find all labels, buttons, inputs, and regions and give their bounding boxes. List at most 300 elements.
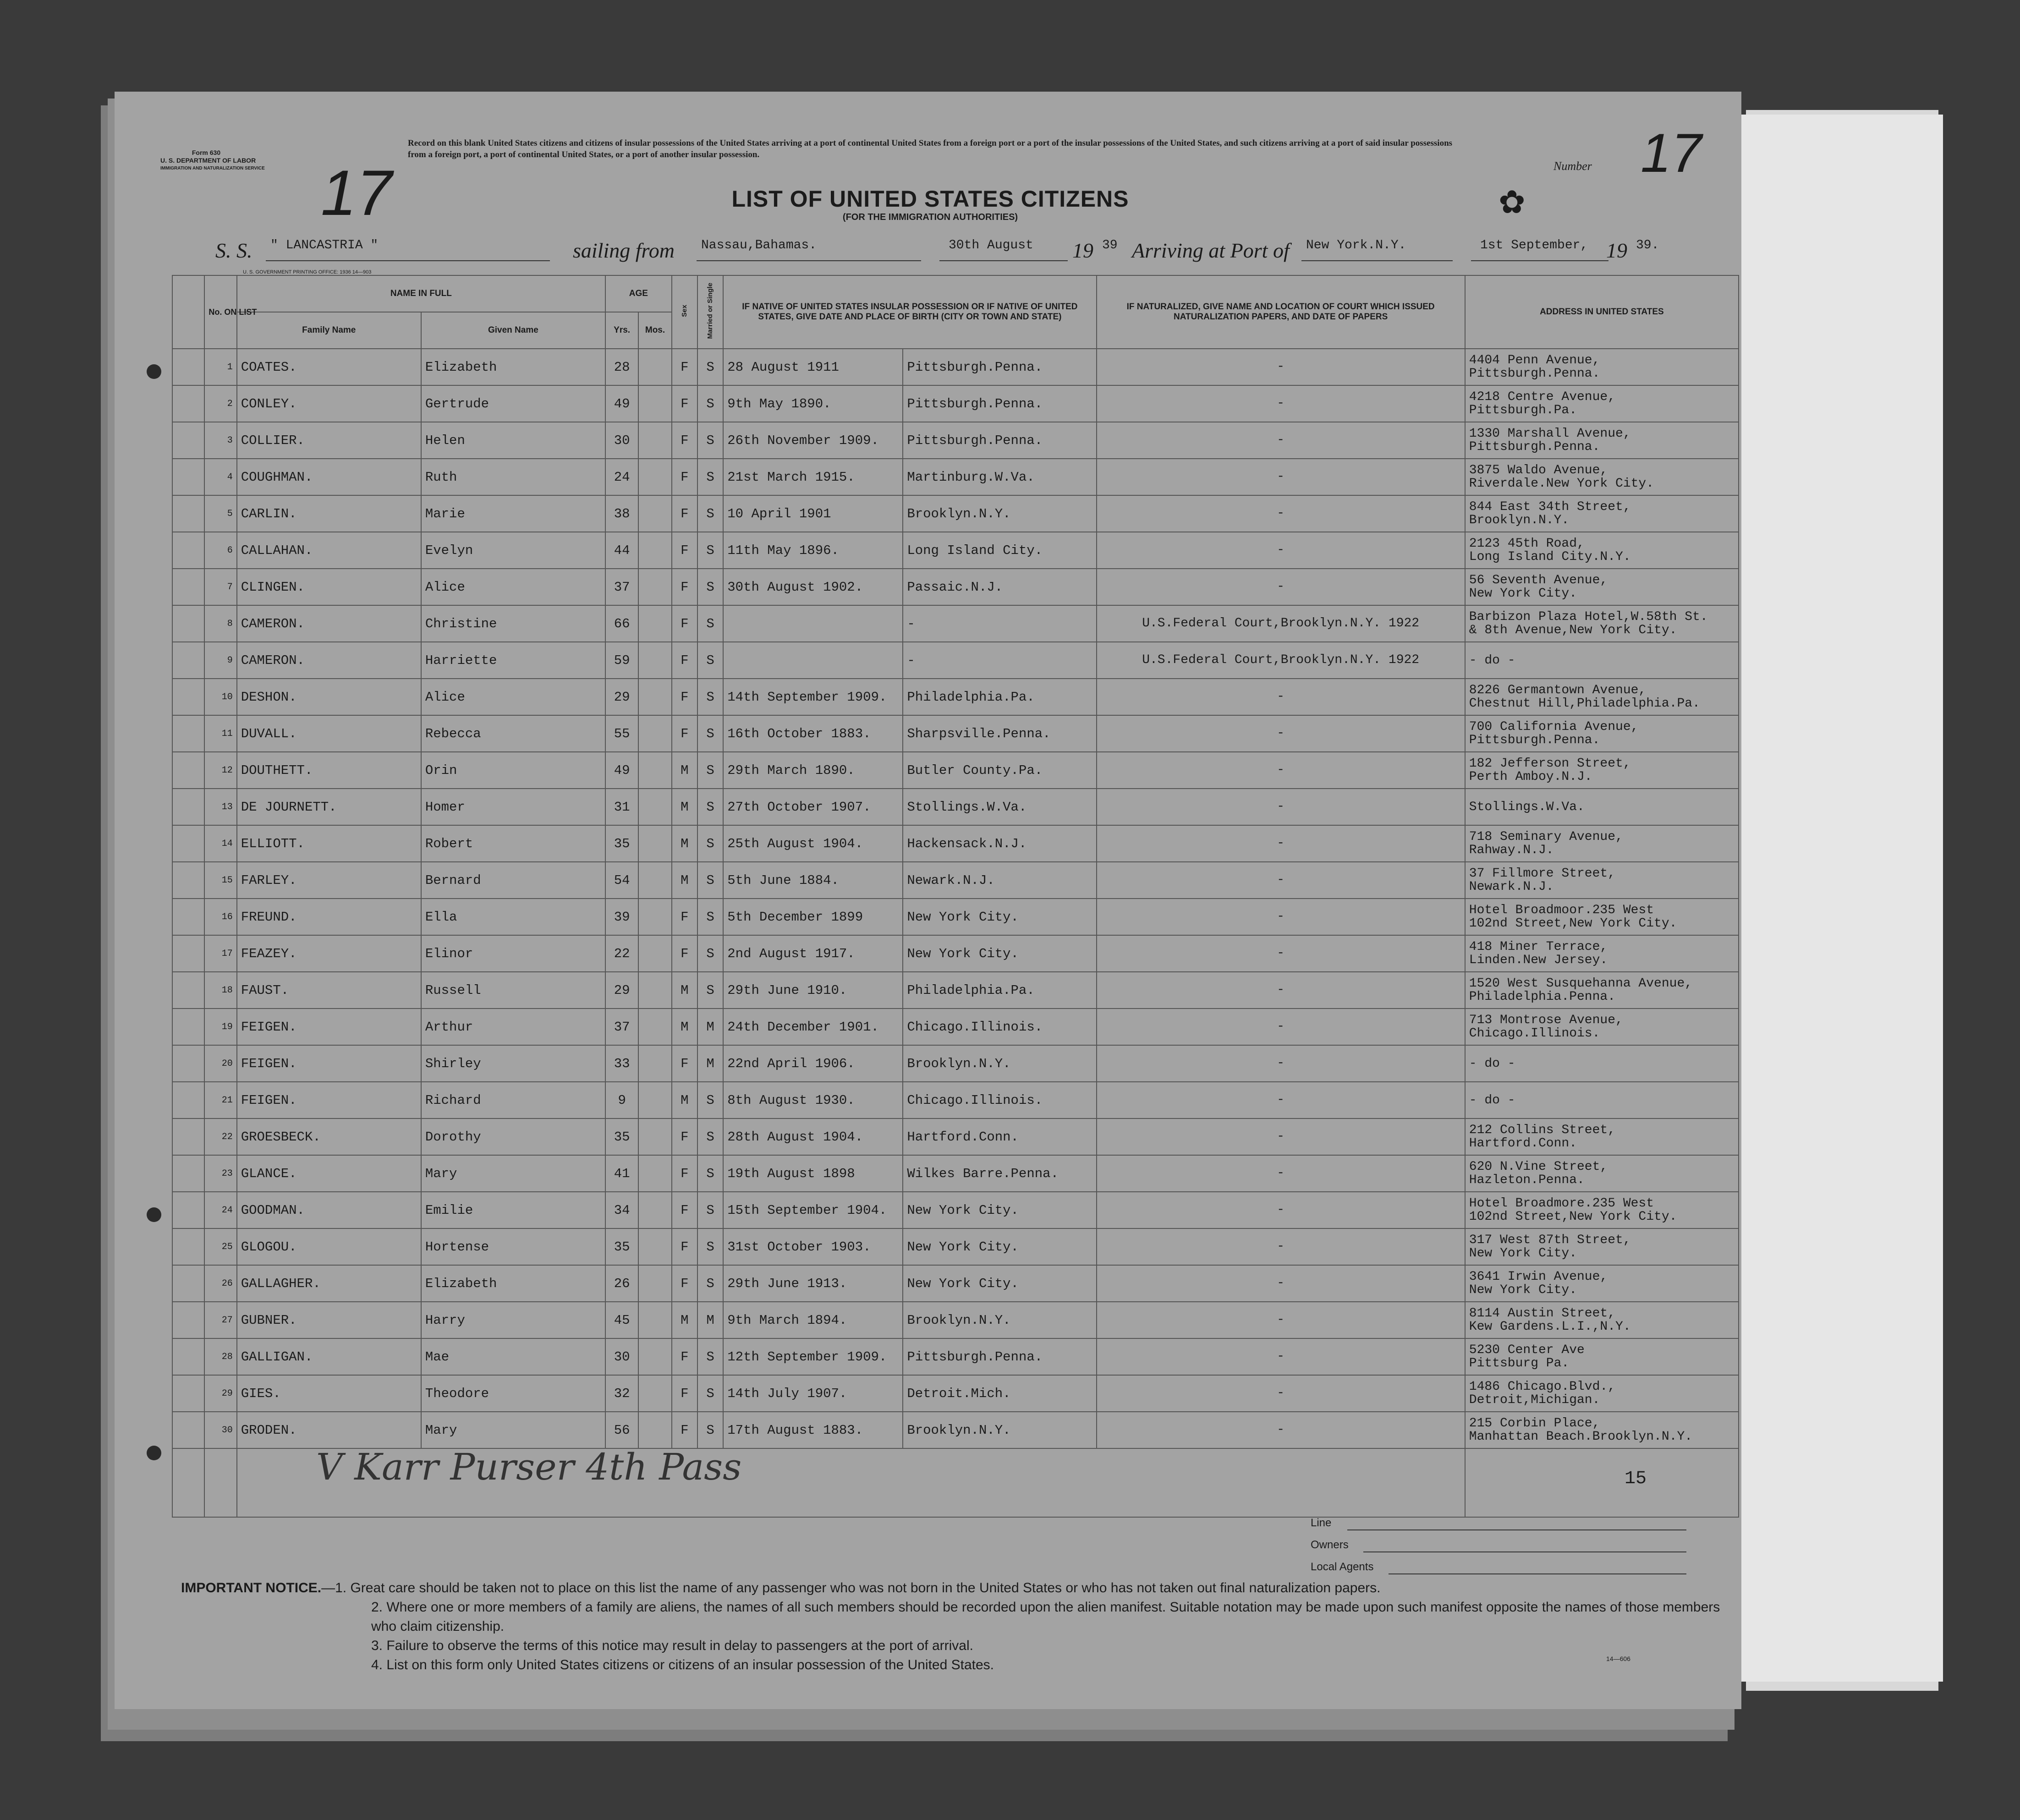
margin-cell <box>172 569 204 605</box>
margin-cell <box>172 349 204 385</box>
address-line-1: 182 Jefferson Street, <box>1469 757 1631 771</box>
address <box>1465 495 1739 532</box>
arrival-year: 39. <box>1636 238 1659 252</box>
row-number: 28 <box>204 1338 236 1375</box>
sex: M <box>672 752 697 789</box>
age-months <box>638 1375 671 1412</box>
address-line-2: Detroit,Michigan. <box>1469 1393 1600 1407</box>
birth-date: 25th August 1904. <box>723 825 903 862</box>
birth-place: Butler County.Pa. <box>903 752 1096 789</box>
row-number: 15 <box>204 862 236 899</box>
birth-date: 9th May 1890. <box>723 385 903 422</box>
table-row <box>172 1009 1739 1045</box>
margin-cell <box>172 715 204 752</box>
address-line-2: Hazleton.Penna. <box>1469 1173 1585 1187</box>
row-number: 18 <box>204 972 236 1009</box>
age-months <box>638 1045 671 1082</box>
age-months <box>638 349 671 385</box>
address <box>1465 679 1739 715</box>
family-name: FEAZEY. <box>237 935 421 972</box>
address <box>1465 422 1739 459</box>
row-number: 8 <box>204 605 236 642</box>
sex: F <box>672 349 697 385</box>
marital-status: S <box>697 495 723 532</box>
birth-date: 31st October 1903. <box>723 1228 903 1265</box>
page-number: 15 <box>1625 1469 1647 1489</box>
backing-sheet <box>1728 115 1943 1682</box>
address <box>1465 1009 1739 1045</box>
age-years: 38 <box>605 495 638 532</box>
row-number: 13 <box>204 789 236 825</box>
row-number: 5 <box>204 495 236 532</box>
table-row <box>172 605 1739 642</box>
address-line-1: 317 West 87th Street, <box>1469 1233 1631 1247</box>
sailing-from-label: sailing from <box>573 239 675 262</box>
table-row <box>172 935 1739 972</box>
printing-office-note: U. S. GOVERNMENT PRINTING OFFICE: 1936 14—903 <box>243 269 372 275</box>
marital-status: S <box>697 1082 723 1118</box>
table-row <box>172 679 1739 715</box>
row-number: 6 <box>204 532 236 569</box>
address <box>1465 1118 1739 1155</box>
marital-status: S <box>697 349 723 385</box>
address-line-2: Brooklyn.N.Y. <box>1469 513 1570 527</box>
passenger-table <box>172 275 1739 1518</box>
address-line-2: Hartford.Conn. <box>1469 1136 1577 1151</box>
age-years: 41 <box>605 1155 638 1192</box>
address-line-2: Manhattan Beach.Brooklyn.N.Y. <box>1469 1430 1693 1444</box>
notice-item-1: IMPORTANT NOTICE.—1. Great care should be taken not to place on this list the name of any passenger who was not born in the United States or who has not taken out final naturalization papers. <box>181 1580 1381 1595</box>
table-row <box>172 642 1739 679</box>
birth-place: Pittsburgh.Penna. <box>903 422 1096 459</box>
row-number: 20 <box>204 1045 236 1082</box>
birth-place: New York City. <box>903 1192 1096 1228</box>
notice-item-2: 2. Where one or more members of a family are aliens, the names of all such members should be recorded upon the alien manifest. Suitable notation may be made upon such manifest opposite the names of those members who claim citizenship. <box>371 1600 1720 1634</box>
sex: F <box>672 569 697 605</box>
address-line-2: Chestnut Hill,Philadelphia.Pa. <box>1469 696 1700 711</box>
sex: F <box>672 532 697 569</box>
empty-cell <box>204 1448 236 1517</box>
given-name: Evelyn <box>421 532 605 569</box>
birth-place: Detroit.Mich. <box>903 1375 1096 1412</box>
address-line-1: 700 California Avenue, <box>1469 720 1639 734</box>
mos-header: Mos. <box>638 312 671 349</box>
sex: M <box>672 825 697 862</box>
empty-cell <box>1465 1448 1739 1517</box>
address-line-1: 5230 Center Ave <box>1469 1343 1585 1357</box>
naturalization: - <box>1097 679 1465 715</box>
family-name: GLOGOU. <box>237 1228 421 1265</box>
given-name: Russell <box>421 972 605 1009</box>
address <box>1465 825 1739 862</box>
age-years: 45 <box>605 1302 638 1338</box>
naturalization: - <box>1097 532 1465 569</box>
address-line-1: Barbizon Plaza Hotel,W.58th St. <box>1469 610 1708 624</box>
naturalization: - <box>1097 1412 1465 1448</box>
age-years: 35 <box>605 825 638 862</box>
address-line-1: - do - <box>1469 1056 1515 1071</box>
age-years: 56 <box>605 1412 638 1448</box>
family-name: GIES. <box>237 1375 421 1412</box>
marital-status: M <box>697 1302 723 1338</box>
address <box>1465 605 1739 642</box>
sex: F <box>672 1375 697 1412</box>
birth-place: Newark.N.J. <box>903 862 1096 899</box>
birth-date <box>723 605 903 642</box>
form-identifier <box>160 149 265 172</box>
marital-status: S <box>697 1338 723 1375</box>
birth-date <box>723 642 903 679</box>
address-line-1: 8226 Germantown Avenue, <box>1469 683 1647 697</box>
row-number: 23 <box>204 1155 236 1192</box>
address <box>1465 862 1739 899</box>
birth-date: 14th July 1907. <box>723 1375 903 1412</box>
birth-place: Brooklyn.N.Y. <box>903 495 1096 532</box>
naturalization: - <box>1097 899 1465 935</box>
naturalization: - <box>1097 495 1465 532</box>
margin-cell <box>172 495 204 532</box>
marital-status: S <box>697 972 723 1009</box>
age-months <box>638 642 671 679</box>
address <box>1465 1412 1739 1448</box>
row-number: 3 <box>204 422 236 459</box>
family-name: GUBNER. <box>237 1302 421 1338</box>
family-name: CALLAHAN. <box>237 532 421 569</box>
marital-status: S <box>697 459 723 495</box>
sex: F <box>672 715 697 752</box>
naturalization: - <box>1097 569 1465 605</box>
given-name: Elizabeth <box>421 1265 605 1302</box>
margin-cell <box>172 385 204 422</box>
married-header: Married or Single <box>697 275 723 349</box>
address-line-2: Pittsburgh.Penna. <box>1469 367 1600 381</box>
birth-place: Brooklyn.N.Y. <box>903 1045 1096 1082</box>
given-name: Mae <box>421 1338 605 1375</box>
address-line-1: 4404 Penn Avenue, <box>1469 353 1600 367</box>
given-name: Mary <box>421 1155 605 1192</box>
table-row <box>172 349 1739 385</box>
address-line-1: 1486 Chicago.Blvd., <box>1469 1380 1616 1394</box>
no-header: No. ON LIST <box>204 275 236 349</box>
address-line-1: 718 Seminary Avenue, <box>1469 830 1623 844</box>
birth-date: 26th November 1909. <box>723 422 903 459</box>
naturalization: - <box>1097 1118 1465 1155</box>
voyage-line <box>215 238 1682 266</box>
naturalization: - <box>1097 752 1465 789</box>
birth-place: Wilkes Barre.Penna. <box>903 1155 1096 1192</box>
departure-year: 39 <box>1102 238 1118 252</box>
address-line-1: 620 N.Vine Street, <box>1469 1160 1608 1174</box>
family-name: DUVALL. <box>237 715 421 752</box>
address-line-1: 215 Corbin Place, <box>1469 1416 1600 1431</box>
row-number: 7 <box>204 569 236 605</box>
sex: F <box>672 459 697 495</box>
table-row <box>172 715 1739 752</box>
row-number: 21 <box>204 1082 236 1118</box>
table-row <box>172 569 1739 605</box>
family-name: COLLIER. <box>237 422 421 459</box>
marital-status: S <box>697 789 723 825</box>
form-number: Form 630 <box>192 149 221 156</box>
birth-date: 12th September 1909. <box>723 1338 903 1375</box>
given-name: Christine <box>421 605 605 642</box>
birth-place: Philadelphia.Pa. <box>903 679 1096 715</box>
marital-status: S <box>697 532 723 569</box>
table-row <box>172 1045 1739 1082</box>
birth-date: 28 August 1911 <box>723 349 903 385</box>
family-name: FEIGEN. <box>237 1009 421 1045</box>
row-number: 24 <box>204 1192 236 1228</box>
birth-place: Brooklyn.N.Y. <box>903 1302 1096 1338</box>
address <box>1465 789 1739 825</box>
sex: F <box>672 385 697 422</box>
family-name: CARLIN. <box>237 495 421 532</box>
page-subtitle: (FOR THE IMMIGRATION AUTHORITIES) <box>842 212 1018 222</box>
marital-status: S <box>697 899 723 935</box>
address <box>1465 715 1739 752</box>
margin-cell <box>172 1412 204 1448</box>
birth-place: Martinburg.W.Va. <box>903 459 1096 495</box>
age-months <box>638 972 671 1009</box>
margin-cell <box>172 1082 204 1118</box>
departure-date: 30th August <box>949 238 1033 252</box>
birth-place: Brooklyn.N.Y. <box>903 1412 1096 1448</box>
sex-header: Sex <box>672 275 697 349</box>
margin-cell <box>172 972 204 1009</box>
sex: F <box>672 1155 697 1192</box>
address-line-1: 3875 Waldo Avenue, <box>1469 463 1608 477</box>
address-line-1: 2123 45th Road, <box>1469 537 1585 551</box>
age-years: 37 <box>605 569 638 605</box>
marital-status: M <box>697 1045 723 1082</box>
family-name: COATES. <box>237 349 421 385</box>
table-row <box>172 972 1739 1009</box>
age-months <box>638 422 671 459</box>
birth-date: 28th August 1904. <box>723 1118 903 1155</box>
address-line-1: 56 Seventh Avenue, <box>1469 573 1608 587</box>
margin-cell <box>172 532 204 569</box>
row-number: 22 <box>204 1118 236 1155</box>
given-name: Dorothy <box>421 1118 605 1155</box>
table-row <box>172 1082 1739 1118</box>
address-line-1: 4218 Centre Avenue, <box>1469 390 1616 404</box>
birth-place: Pittsburgh.Penna. <box>903 349 1096 385</box>
family-name: CLINGEN. <box>237 569 421 605</box>
address <box>1465 1045 1739 1082</box>
age-months <box>638 1412 671 1448</box>
age-months <box>638 862 671 899</box>
row-number: 19 <box>204 1009 236 1045</box>
birth-place: - <box>903 605 1096 642</box>
department: U. S. DEPARTMENT OF LABOR <box>160 157 256 164</box>
row-number: 2 <box>204 385 236 422</box>
age-years: 28 <box>605 349 638 385</box>
age-years: 22 <box>605 935 638 972</box>
naturalization: - <box>1097 1192 1465 1228</box>
age-months <box>638 569 671 605</box>
table-row <box>172 1228 1739 1265</box>
table-row <box>172 532 1739 569</box>
birth-place: New York City. <box>903 899 1096 935</box>
address <box>1465 752 1739 789</box>
birth-place: Chicago.Illinois. <box>903 1082 1096 1118</box>
marital-status: S <box>697 1192 723 1228</box>
margin-cell <box>172 1009 204 1045</box>
birth-place: Stollings.W.Va. <box>903 789 1096 825</box>
address-line-2: & 8th Avenue,New York City. <box>1469 623 1677 637</box>
row-number: 12 <box>204 752 236 789</box>
address <box>1465 1338 1739 1375</box>
margin-cell <box>172 899 204 935</box>
row-number: 30 <box>204 1412 236 1448</box>
age-years: 29 <box>605 679 638 715</box>
margin-header <box>172 275 204 349</box>
marital-status: S <box>697 679 723 715</box>
table-row <box>172 1338 1739 1375</box>
birth-date: 2nd August 1917. <box>723 935 903 972</box>
margin-cell <box>172 1338 204 1375</box>
given-name: Gertrude <box>421 385 605 422</box>
birth-date: 14th September 1909. <box>723 679 903 715</box>
birth-date: 5th June 1884. <box>723 862 903 899</box>
given-name: Ruth <box>421 459 605 495</box>
address-line-1: 3641 Irwin Avenue, <box>1469 1270 1608 1284</box>
address <box>1465 459 1739 495</box>
punch-hole <box>147 364 161 379</box>
address <box>1465 935 1739 972</box>
naturalization: - <box>1097 1375 1465 1412</box>
age-months <box>638 1009 671 1045</box>
handwritten-list-number: 17 <box>321 157 392 229</box>
given-name: Hortense <box>421 1228 605 1265</box>
ss-label: S. S. <box>215 239 252 262</box>
address <box>1465 1082 1739 1118</box>
age-years: 44 <box>605 532 638 569</box>
birth-date: 22nd April 1906. <box>723 1045 903 1082</box>
given-name: Harriette <box>421 642 605 679</box>
naturalization: - <box>1097 459 1465 495</box>
margin-cell <box>172 935 204 972</box>
birth-date: 11th May 1896. <box>723 532 903 569</box>
sex: M <box>672 1009 697 1045</box>
address-line-2: Pittsburgh.Pa. <box>1469 403 1577 417</box>
age-years: 35 <box>605 1118 638 1155</box>
important-notice <box>181 1579 1721 1675</box>
row-number: 29 <box>204 1375 236 1412</box>
address-line-2: Long Island City.N.Y. <box>1469 550 1631 564</box>
age-years: 37 <box>605 1009 638 1045</box>
age-years: 55 <box>605 715 638 752</box>
age-months <box>638 1302 671 1338</box>
sex: F <box>672 422 697 459</box>
naturalization: - <box>1097 422 1465 459</box>
naturalized-header: IF NATURALIZED, GIVE NAME AND LOCATION OF COURT WHICH ISSUED NATURALIZATION PAPERS, AND DATE OF PAPERS <box>1097 275 1465 349</box>
age-months <box>638 459 671 495</box>
family-name: COUGHMAN. <box>237 459 421 495</box>
yrs-header: Yrs. <box>605 312 638 349</box>
table-row <box>172 1375 1739 1412</box>
margin-cell <box>172 1118 204 1155</box>
naturalization: - <box>1097 972 1465 1009</box>
address <box>1465 532 1739 569</box>
sex: F <box>672 899 697 935</box>
margin-cell <box>172 1192 204 1228</box>
birth-place: Pittsburgh.Penna. <box>903 1338 1096 1375</box>
naturalization: U.S.Federal Court,Brooklyn.N.Y. 1922 <box>1097 642 1465 679</box>
age-years: 66 <box>605 605 638 642</box>
row-number: 4 <box>204 459 236 495</box>
birth-place: Philadelphia.Pa. <box>903 972 1096 1009</box>
departure-port: Nassau,Bahamas. <box>701 238 817 252</box>
family-name: DOUTHETT. <box>237 752 421 789</box>
family-name: GALLAGHER. <box>237 1265 421 1302</box>
family-name-header: Family Name <box>237 312 421 349</box>
age-months <box>638 1228 671 1265</box>
punch-hole <box>147 1446 161 1460</box>
age-months <box>638 752 671 789</box>
birth-place: New York City. <box>903 1265 1096 1302</box>
family-name: CAMERON. <box>237 642 421 679</box>
address-line-1: 212 Collins Street, <box>1469 1123 1616 1137</box>
family-name: ELLIOTT. <box>237 825 421 862</box>
sex: F <box>672 1118 697 1155</box>
sex: F <box>672 605 697 642</box>
age-years: 35 <box>605 1228 638 1265</box>
table-row <box>172 1118 1739 1155</box>
naturalization: - <box>1097 1082 1465 1118</box>
marital-status: S <box>697 1375 723 1412</box>
marital-status: S <box>697 1228 723 1265</box>
margin-cell <box>172 642 204 679</box>
given-name: Rebecca <box>421 715 605 752</box>
address-line-2: Pittsburgh.Penna. <box>1469 440 1600 454</box>
family-name: DE JOURNETT. <box>237 789 421 825</box>
age-months <box>638 1338 671 1375</box>
age-years: 34 <box>605 1192 638 1228</box>
family-name: FREUND. <box>237 899 421 935</box>
marital-status: S <box>697 752 723 789</box>
address <box>1465 385 1739 422</box>
age-years: 49 <box>605 385 638 422</box>
marital-status: S <box>697 1118 723 1155</box>
birth-date: 19th August 1898 <box>723 1155 903 1192</box>
address-header: ADDRESS IN UNITED STATES <box>1465 275 1739 349</box>
naturalization: - <box>1097 862 1465 899</box>
address-line-2: 102nd Street,New York City. <box>1469 916 1677 931</box>
age-months <box>638 532 671 569</box>
address-line-1: 8114 Austin Street, <box>1469 1306 1616 1321</box>
birth-date: 5th December 1899 <box>723 899 903 935</box>
page-title: LIST OF UNITED STATES CITIZENS <box>731 186 1129 212</box>
family-name: FARLEY. <box>237 862 421 899</box>
address <box>1465 1375 1739 1412</box>
family-name: GROESBECK. <box>237 1118 421 1155</box>
notice-item-3: 3. Failure to observe the terms of this notice may result in delay to passengers at the port of arrival. <box>371 1638 973 1653</box>
marital-status: S <box>697 605 723 642</box>
given-name: Bernard <box>421 862 605 899</box>
sex: M <box>672 789 697 825</box>
family-name: CONLEY. <box>237 385 421 422</box>
age-months <box>638 605 671 642</box>
age-years: 29 <box>605 972 638 1009</box>
age-years: 26 <box>605 1265 638 1302</box>
sex: F <box>672 1412 697 1448</box>
address-line-2: Chicago.Illinois. <box>1469 1026 1600 1041</box>
given-name: Elizabeth <box>421 349 605 385</box>
family-name: FEIGEN. <box>237 1045 421 1082</box>
age-months <box>638 899 671 935</box>
age-months <box>638 825 671 862</box>
